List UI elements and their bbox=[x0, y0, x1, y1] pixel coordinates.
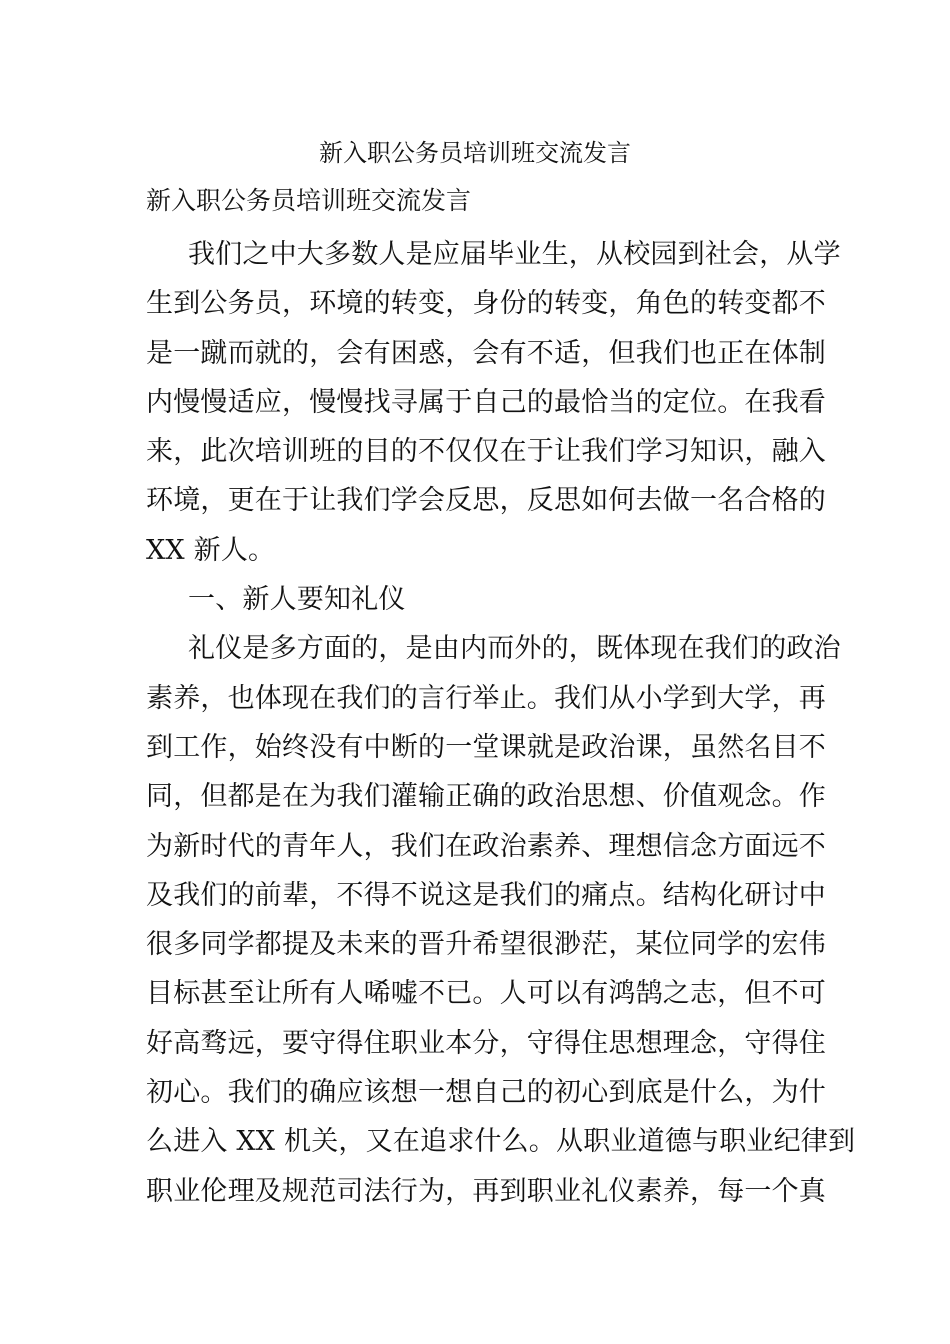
paragraph-line: 内慢慢适应，慢慢找寻属于自己的最恰当的定位。在我看 bbox=[146, 386, 826, 418]
paragraph-line: 是一蹴而就的，会有困惑，会有不适，但我们也正在体制 bbox=[146, 337, 826, 369]
paragraph-line: 我们之中大多数人是应届毕业生，从校园到社会，从学 bbox=[188, 239, 841, 270]
paragraph-line: 生到公务员，环境的转变，身份的转变，角色的转变都不 bbox=[146, 288, 826, 320]
paragraph-line: 好高骛远，要守得住职业本分，守得住思想理念，守得住 bbox=[146, 1027, 826, 1059]
paragraph-line: 来，此次培训班的目的不仅仅在于让我们学习知识，融入 bbox=[146, 436, 826, 468]
paragraph-line: 目标甚至让所有人唏嘘不已。人可以有鸿鹄之志，但不可 bbox=[146, 978, 826, 1010]
paragraph-line: 职业伦理及规范司法行为，再到职业礼仪素养，每一个真 bbox=[146, 1175, 826, 1207]
document-body bbox=[146, 230, 856, 1216]
document-subtitle: 新入职公务员培训班交流发言 bbox=[146, 186, 472, 215]
paragraph-line: 初心。我们的确应该想一想自己的初心到底是什么，为什 bbox=[146, 1077, 826, 1109]
paragraph-line: 同，但都是在为我们灌输正确的政治思想、价值观念。作 bbox=[146, 781, 826, 813]
paragraph-line: XX 新人。 bbox=[146, 534, 276, 566]
section-heading: 一、新人要知礼仪 bbox=[188, 584, 406, 616]
paragraph-line: 为新时代的青年人，我们在政治素养、理想信念方面远不 bbox=[146, 830, 826, 862]
paragraph-line: 素养，也体现在我们的言行举止。我们从小学到大学，再 bbox=[146, 682, 826, 714]
paragraph-line: 及我们的前辈，不得不说这是我们的痛点。结构化研讨中 bbox=[146, 879, 826, 911]
paragraph-line: 么进入 XX 机关，又在追求什么。从职业道德与职业纪律到 bbox=[146, 1126, 856, 1158]
paragraph-line: 环境，更在于让我们学会反思，反思如何去做一名合格的 bbox=[146, 485, 826, 517]
paragraph-line: 礼仪是多方面的，是由内而外的，既体现在我们的政治 bbox=[188, 633, 841, 665]
paragraph-line: 到工作，始终没有中断的一堂课就是政治课，虽然名目不 bbox=[146, 731, 826, 763]
paragraph-line: 很多同学都提及未来的晋升希望很渺茫，某位同学的宏伟 bbox=[146, 929, 826, 961]
document-title: 新入职公务员培训班交流发言 bbox=[319, 139, 631, 167]
